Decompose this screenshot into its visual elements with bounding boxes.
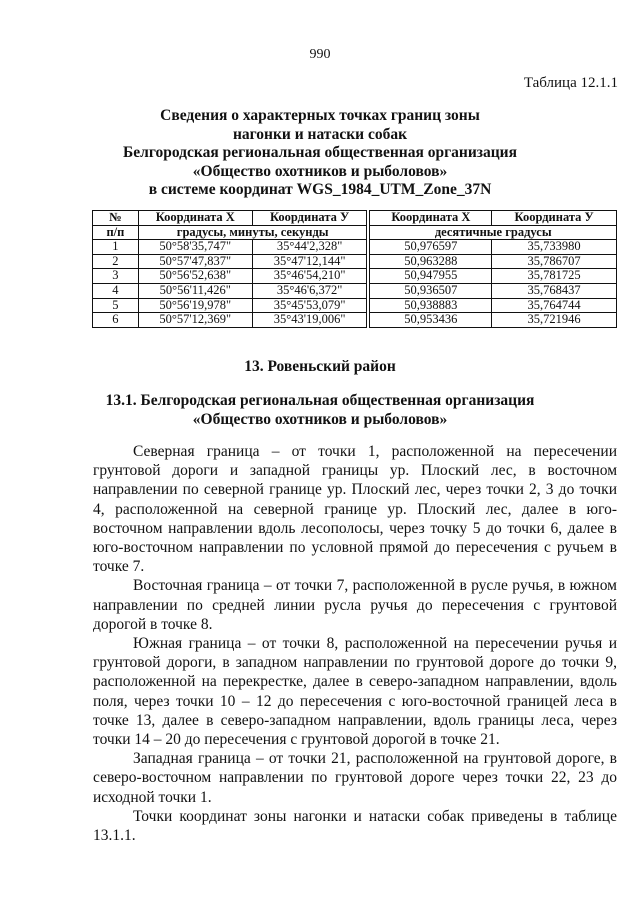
cell-y-decimal: 35,764744 — [492, 298, 617, 313]
paragraph-north-border: Северная граница – от точки 1, расположенной на пересечении грунтовой дороги и западной границы ур. Плоский лес, в восточном направлении по северной границе ур. Плоский лес, через точки 2, 3 до точки 4, расположенной на северной границе ур. Плоский лес, далее в юго-восточном направлении вдоль лесополосы, через точку 5 до точки 6, далее в юго-восточном направлении по условной прямой до пересечения с ручьем в точке 7. — [93, 443, 617, 576]
cell-y-dms: 35°47'12,144" — [252, 254, 367, 269]
cell-x-decimal: 50,953436 — [370, 313, 492, 328]
cell-x-decimal: 50,936507 — [370, 283, 492, 298]
cell-y-dms: 35°46'54,210" — [252, 269, 367, 284]
cell-y-dms: 35°44'2,328" — [252, 240, 367, 255]
title-line: нагонки и натаски собак — [232, 125, 408, 143]
table-caption: Таблица 12.1.1 — [523, 75, 618, 91]
title-line: «Общество охотников и рыболовов» — [192, 162, 448, 180]
subsection-heading — [0, 391, 640, 429]
cell-x-dms: 50°56'11,426" — [138, 283, 252, 298]
cell-number: 5 — [93, 298, 139, 313]
header-coord-x: Координата X — [138, 211, 252, 226]
table-row — [93, 269, 617, 284]
cell-x-decimal: 50,938883 — [370, 298, 492, 313]
cell-y-dms: 35°46'6,372" — [252, 283, 367, 298]
cell-x-decimal: 50,976597 — [370, 240, 492, 255]
cell-y-decimal: 35,768437 — [492, 283, 617, 298]
paragraph-west-border: Западная граница – от точки 21, расположенной на грунтовой дороге, в северо-восточном направлении по грунтовой дороге через точки 22, 23 до исходной точки 1. — [93, 750, 617, 806]
cell-number: 6 — [93, 313, 139, 328]
cell-number: 1 — [93, 240, 139, 255]
cell-y-dms: 35°43'19,006" — [252, 313, 367, 328]
cell-x-dms: 50°56'19,978" — [138, 298, 252, 313]
table-row — [93, 254, 617, 269]
table-row — [93, 313, 617, 328]
cell-x-dms: 50°57'47,837" — [138, 254, 252, 269]
header-pp: п/п — [93, 225, 139, 240]
cell-y-decimal: 35,786707 — [492, 254, 617, 269]
coordinates-table — [92, 210, 617, 328]
cell-y-decimal: 35,721946 — [492, 313, 617, 328]
table-row — [93, 298, 617, 313]
table-title — [0, 107, 640, 200]
cell-x-decimal: 50,947955 — [370, 269, 492, 284]
header-decimal: десятичные градусы — [370, 225, 617, 240]
cell-number: 2 — [93, 254, 139, 269]
header-dms: градусы, минуты, секунды — [138, 225, 367, 240]
cell-x-dms: 50°56'52,638" — [138, 269, 252, 284]
subsection-heading-line: 13.1. Белгородская региональная общественная организация — [105, 392, 535, 409]
title-line: в системе координат WGS_1984_UTM_Zone_37N — [148, 181, 492, 198]
subsection-heading-line: «Общество охотников и рыболовов» — [192, 411, 448, 428]
cell-y-decimal: 35,733980 — [492, 240, 617, 255]
table-subheader-row — [93, 225, 617, 240]
page-number: 990 — [309, 47, 331, 62]
cell-x-decimal: 50,963288 — [370, 254, 492, 269]
table-row — [93, 283, 617, 298]
section-heading: 13. Ровеньский район — [244, 358, 396, 375]
title-line: Белгородская региональная общественная организация — [123, 144, 517, 161]
cell-x-dms: 50°58'35,747" — [138, 240, 252, 255]
cell-x-dms: 50°57'12,369" — [138, 313, 252, 328]
table-header-row — [93, 211, 617, 226]
table-row — [93, 240, 617, 255]
header-coord-x-decimal: Координата X — [370, 211, 492, 226]
header-number: № — [93, 211, 139, 226]
cell-y-dms: 35°45'53,079" — [252, 298, 367, 313]
cell-y-decimal: 35,781725 — [492, 269, 617, 284]
paragraph-south-border: Южная граница – от точки 8, расположенной на пересечении ручья и грунтовой дороги, в западном направлении по грунтовой дороге до точки 9, расположенной на перекрестке, далее в северо-западном направлении, вдоль поля, через точки 10 – 12 до пересечения с юго-восточной границей леса в точке 13, далее в северо-западном направлении, вдоль границы леса, через точки 14 – 20 до пересечения с грунтовой дорогой в точке 21. — [93, 635, 617, 749]
paragraph-east-border: Восточная граница – от точки 7, расположенной в русле ручья, в южном направлении по средней линии русла ручья до пересечения с грунтовой дорогой в точке 8. — [93, 577, 617, 633]
header-coord-y: Координата У — [252, 211, 367, 226]
body-text — [93, 442, 617, 845]
cell-number: 3 — [93, 269, 139, 284]
title-line: Сведения о характерных точках границ зоны — [160, 107, 480, 124]
cell-number: 4 — [93, 283, 139, 298]
paragraph-table-reference: Точки координат зоны нагонки и натаски собак приведены в таблице 13.1.1. — [93, 807, 617, 845]
header-coord-y-decimal: Координата У — [492, 211, 617, 226]
